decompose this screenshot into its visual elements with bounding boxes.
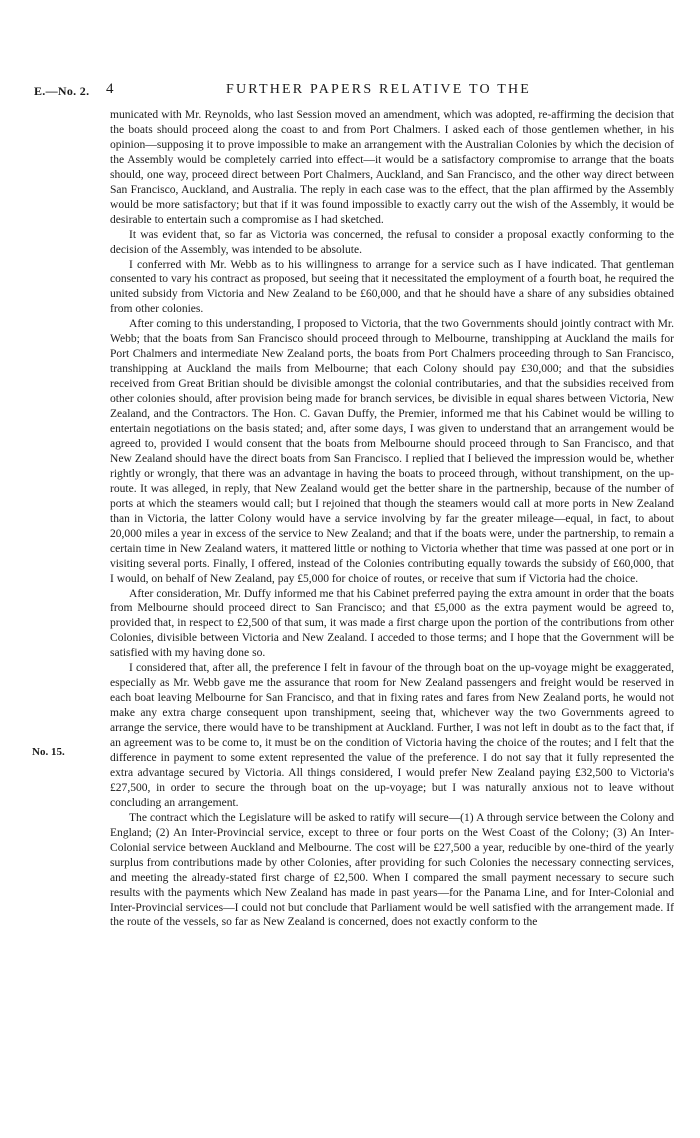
paragraph: I conferred with Mr. Webb as to his willingness to arrange for a service such as I have indicated. That gentleman consented to vary his contract as proposed, but seeing that it necessitated the employment of a fourth boat, he required the united subsidy from Victoria and New Zealand to be £60,000, and that he should have a share of any subsidies obtained from other colonies. (110, 258, 674, 316)
paragraph: It was evident that, so far as Victoria was concerned, the refusal to consider a proposal exactly conforming to the decision of the Assembly, was intended to be absolute. (110, 228, 674, 256)
page-number: 4 (106, 81, 114, 97)
paragraph: municated with Mr. Reynolds, who last Session moved an amendment, which was adopted, re-affirming the decision that the boats should proceed along the coast to and from Port Chalmers. I asked each of those gentlemen whether, in his opinion—supposing it to prove impossible to make an arrangement with the Australian Colonies by which the decision of the Assembly would be completely carried into effect—it would be a satisfactory compromise to arrange that the boats should, one way, proceed direct between Port Chalmers, Auckland, and San Francisco, and the other way direct between San Francisco, Auckland, and Australia. The reply in each case was to the effect, that the plan affirmed by the Assembly would be more satisfactory; but that if it was found impossible to exactly carry out the wish of the Assembly, it would be desirable to entertain such a compromise as I had sketched. (110, 109, 674, 226)
paragraph: I considered that, after all, the preference I felt in favour of the through boat on the up-voyage might be exaggerated, especially as Mr. Webb gave me the assurance that room for New Zealand passengers and freight would be reserved in each boat leaving Melbourne for San Francisco, and that in fixing rates and fares from New Zealand ports, he would not make any extra charge consequent upon transhipment, seeing that, whichever way the two Governments agreed to arrange the service, there would have to be transhipment at Auckland. Further, I was not left in doubt as to the fact that, if an agreement was to be come to, it must be on the condition of Victoria having the choice of the routes; and I felt that the difference in payment to some extent represented the value of the preference. I do not say that it fully represented the extra advantage secured by Victoria. All things considered, I would prefer New Zealand paying £32,500 to Victoria's £27,500, in order to secure the through boat on the up-voyage; but I was naturally anxious not to leave without concluding an arrangement. (110, 662, 674, 809)
running-title: FURTHER PAPERS RELATIVE TO THE (226, 82, 532, 97)
margin-note: No. 15. (32, 746, 65, 758)
page-header (0, 82, 700, 106)
series-number: E.—No. 2. (34, 84, 90, 98)
paragraph: After consideration, Mr. Duffy informed me that his Cabinet preferred paying the extra amount in order that the boats from Melbourne should proceed direct to San Francisco; and that £5,000 as the extra payment would be agreed to, provided that, in respect to £2,500 of that sum, it was made a first charge upon the portion of the contributions from other Colonies, divisible between Victoria and New Zealand. I acceded to those terms; and I hope that the Government will be satisfied with my having done so. (110, 587, 674, 660)
paragraph: The contract which the Legislature will be asked to ratify will secure—(1) A through service between the Colony and England; (2) An Inter-Provincial service, except to three or four ports on the West Coast of the Colony; (3) An Inter-Colonial service between Auckland and Melbourne. The cost will be £27,500 a year, reducible by one-third of the yearly surplus from contributions made by other Colonies, after providing for such Colonies the necessary connecting services, and meeting the already-stated first charge of £2,500. When I compared the small payment necessary to secure such results with the payments which New Zealand has made in past years—for the Panama Line, and for Inter-Colonial and Inter-Provincial services—I could not but conclude that Parliament would be well satisfied with the arrangement made. If the route of the vessels, so far as New Zealand is concerned, does not exactly conform to the (110, 811, 674, 929)
body-text (110, 108, 674, 930)
paragraph: After coming to this understanding, I proposed to Victoria, that the two Governments should jointly contract with Mr. Webb; that the boats from San Francisco should proceed through to Melbourne, transhipping at Auckland the mails for Port Chalmers and intermediate New Zealand ports, the boats from Port Chalmers proceeding through to San Francisco, transhipping at Auckland the mails from Melbourne; that each Colony should pay £30,000; and that the subsidies received from Great Britian should be divisible amongst the colonial contributaries, and that the subsidies received from other colonies should, after provision being made for branch services, be divisible in equal shares between Victoria, New Zealand, and the Contractors. The Hon. C. Gavan Duffy, the Premier, informed me that his Cabinet would be willing to entertain negotiations on the basis stated; and, after some days, I was given to understand that an arrangement would be agreed to, provided I would consent that the boats from Melbourne should proceed through to San Francisco, and that New Zealand should have the direct boats from San Francisco. I replied that I believed the impression would be, whether rightly or wrongly, that there was an advantage in having the boats to proceed through, without transhipment, on the up-route. It was alleged, in reply, that New Zealand would get the better share in the partnership, because of the number of ports at which the steamers would call; but I rejoined that though the steamers would call at more ports in New Zealand than in Victoria, the latter Colony would have a service involving by far the greater mileage—equal, in fact, to about 20,000 miles a year in excess of the service to New Zealand; and that if the boats were, under the partnership, to remain a certain time in New Zealand waters, it mattered little or nothing to Victoria whether that time was passed at one port or in visiting several ports. Finally, I offered, instead of the Colonies contributing equally towards the subsidy of £60,000, that I would, on behalf of New Zealand, pay £5,000 for choice of routes, or receive that sum if Victoria had the choice. (110, 318, 674, 585)
